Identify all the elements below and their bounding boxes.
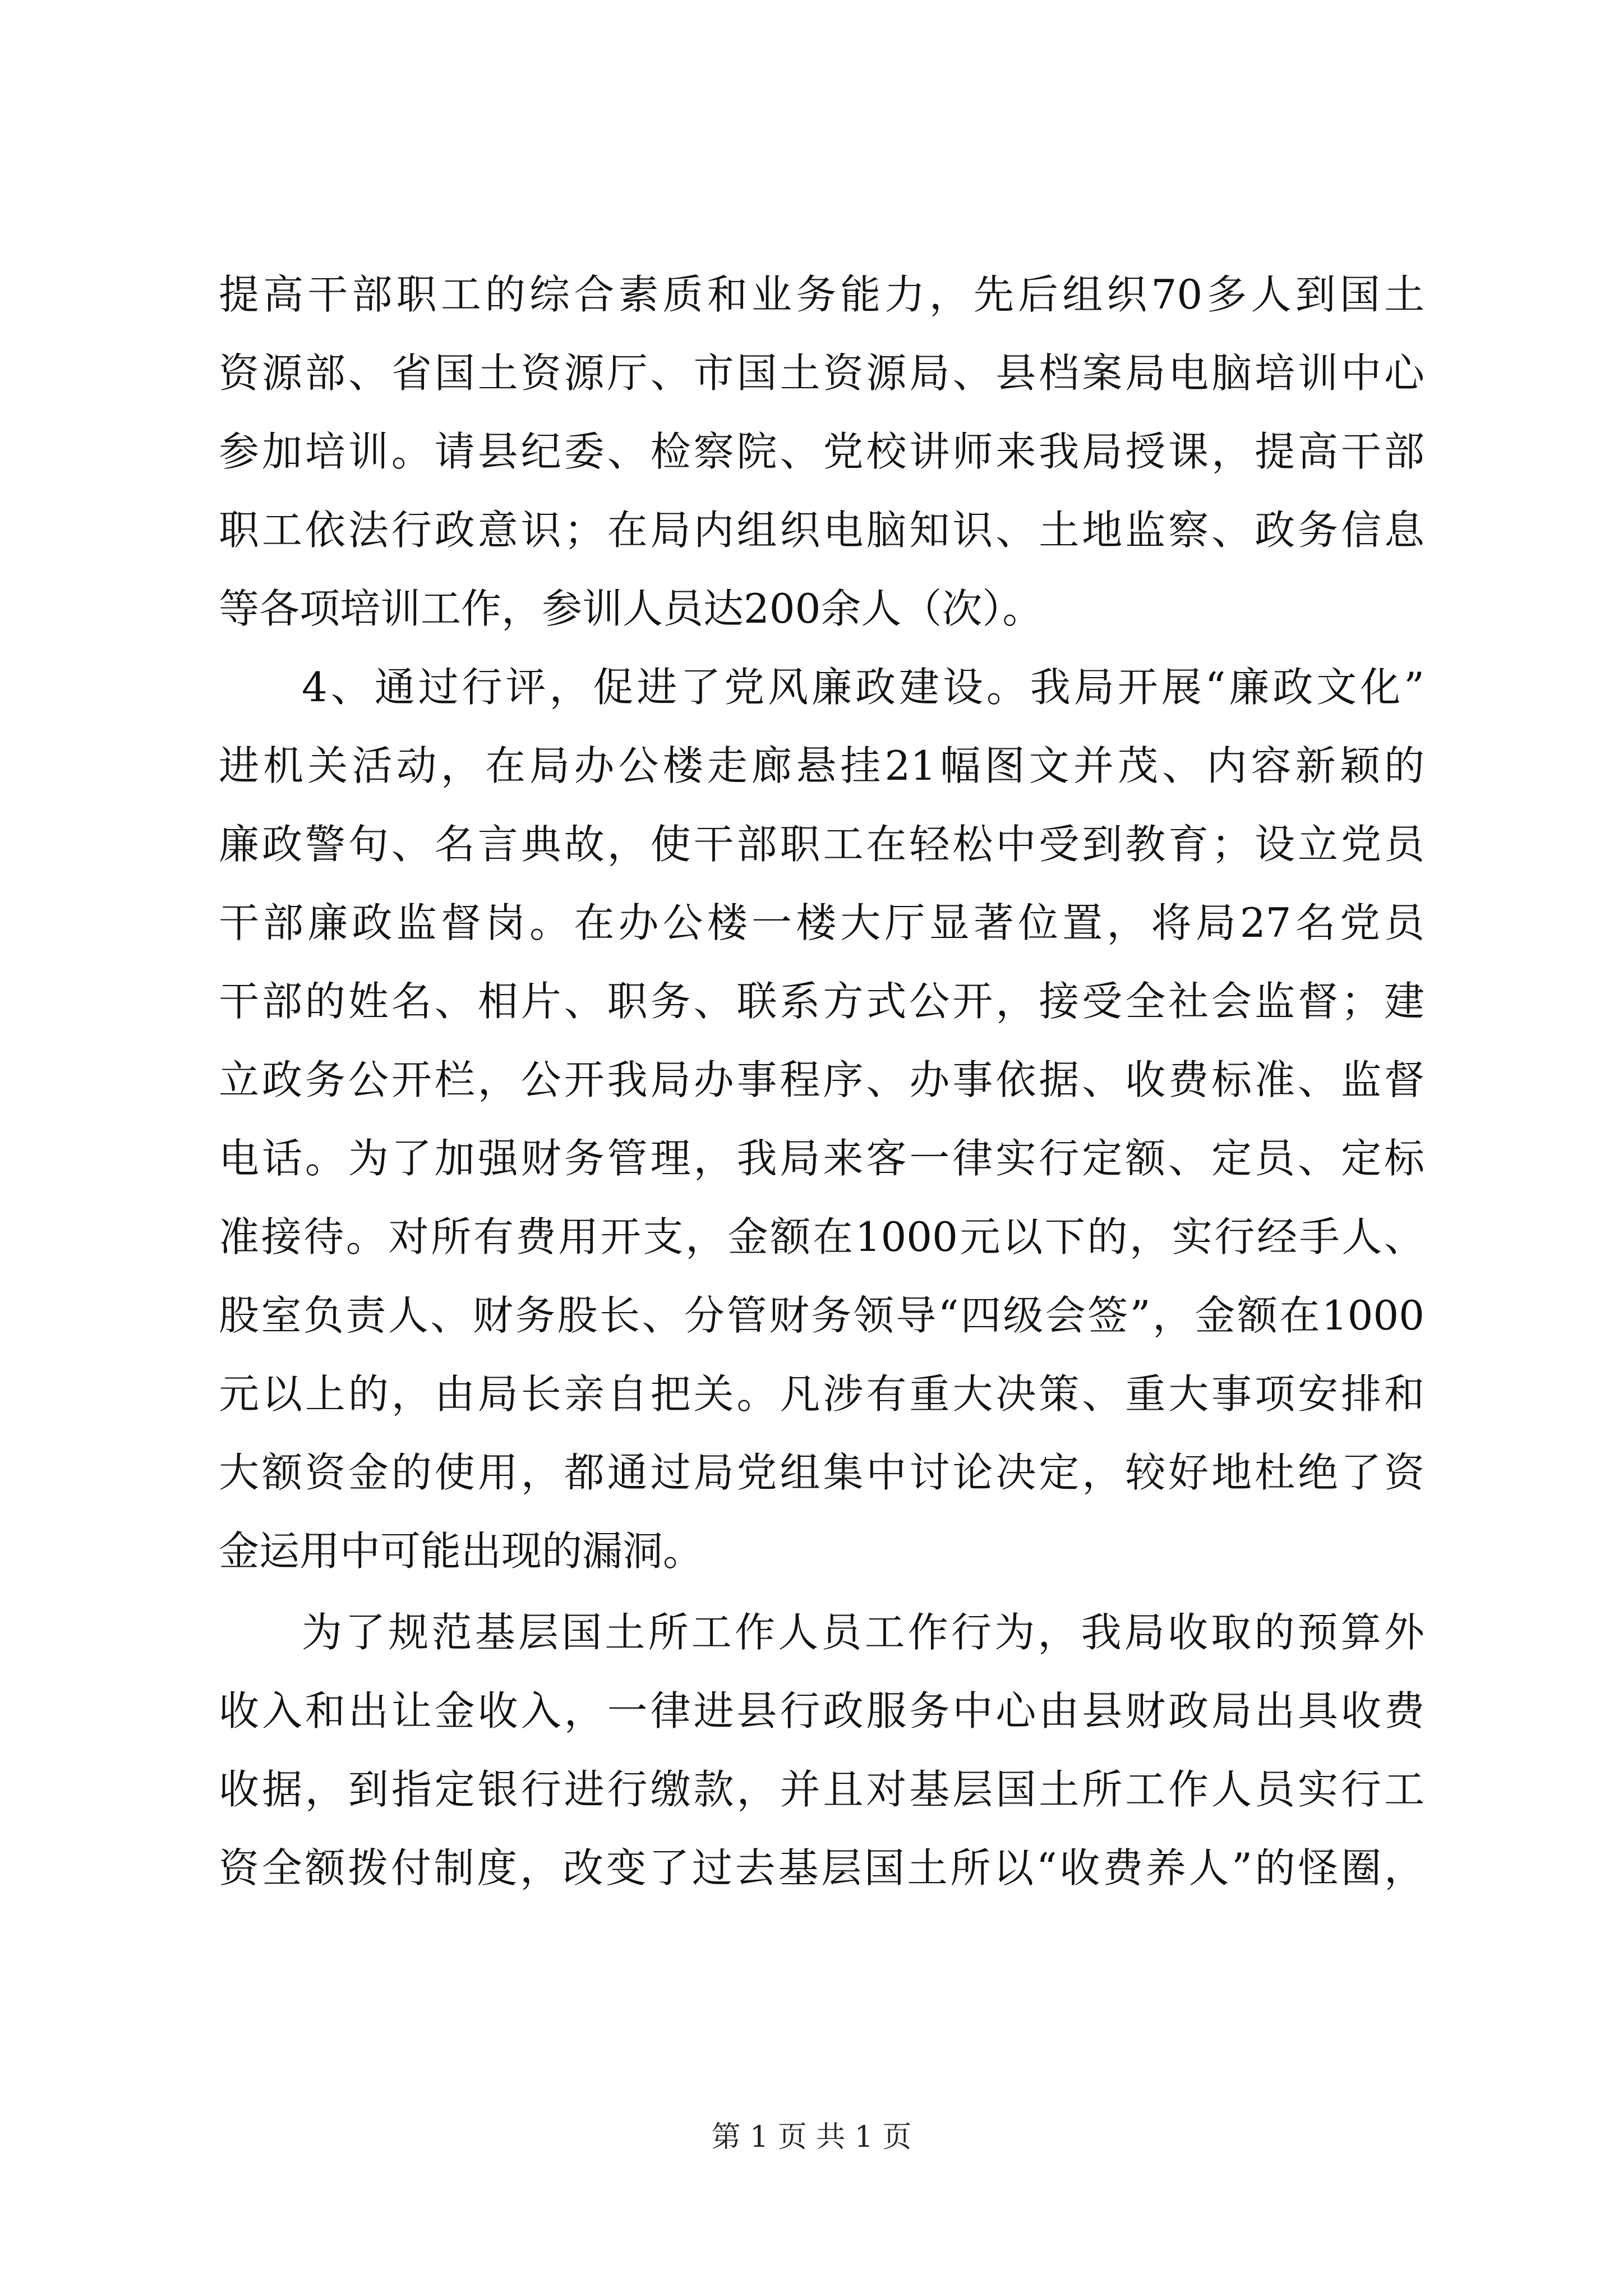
text-line: 收入和出让金收入，一律进县行政服务中心由县财政局出具收费 bbox=[219, 1687, 1424, 1734]
page-footer: 第 1 页 共 1 页 bbox=[711, 2120, 912, 2154]
text-line: 收据，到指定银行进行缴款，并且对基层国土所工作人员实行工 bbox=[219, 1766, 1424, 1813]
text-line: 干部的姓名、相片、职务、联系方式公开，接受全社会监督；建 bbox=[219, 978, 1424, 1025]
text-line: 资全额拨付制度，改变了过去基层国土所以“收费养人”的怪圈， bbox=[219, 1844, 1424, 1892]
text-line: 为了规范基层国土所工作人员工作行为，我局收取的预算外 bbox=[302, 1609, 1424, 1656]
text-line: 进机关活动，在局办公楼走廊悬挂21幅图文并茂、内容新颖的 bbox=[219, 742, 1424, 789]
text-line: 等各项培训工作，参训人员达200余人（次）。 bbox=[219, 585, 1043, 632]
text-line: 准接待。对所有费用开支，金额在1000元以下的，实行经手人、 bbox=[219, 1213, 1424, 1260]
text-line: 金运用中可能出现的漏洞。 bbox=[219, 1527, 704, 1575]
text-line: 提高干部职工的综合素质和业务能力，先后组织70多人到国土 bbox=[219, 271, 1424, 318]
text-line: 立政务公开栏，公开我局办事程序、办事依据、收费标准、监督 bbox=[219, 1056, 1424, 1103]
text-line: 干部廉政监督岗。在办公楼一楼大厅显著位置，将局27名党员 bbox=[219, 899, 1424, 946]
text-line: 4、通过行评，促进了党风廉政建设。我局开展“廉政文化” bbox=[302, 664, 1424, 711]
text-line: 股室负责人、财务股长、分管财务领导“四级会签”，金额在1000 bbox=[219, 1292, 1424, 1339]
text-line: 廉政警句、名言典故，使干部职工在轻松中受到教育；设立党员 bbox=[219, 821, 1424, 868]
text-line: 元以上的，由局长亲自把关。凡涉有重大决策、重大事项安排和 bbox=[219, 1370, 1424, 1418]
text-line: 电话。为了加强财务管理，我局来客一律实行定额、定员、定标 bbox=[219, 1135, 1424, 1182]
text-line: 大额资金的使用，都通过局党组集中讨论决定，较好地杜绝了资 bbox=[219, 1449, 1424, 1496]
text-line: 资源部、省国土资源厅、市国土资源局、县档案局电脑培训中心 bbox=[219, 349, 1424, 397]
text-line: 参加培训。请县纪委、检察院、党校讲师来我局授课，提高干部 bbox=[219, 428, 1424, 475]
text-line: 职工依法行政意识；在局内组织电脑知识、土地监察、政务信息 bbox=[219, 507, 1424, 554]
